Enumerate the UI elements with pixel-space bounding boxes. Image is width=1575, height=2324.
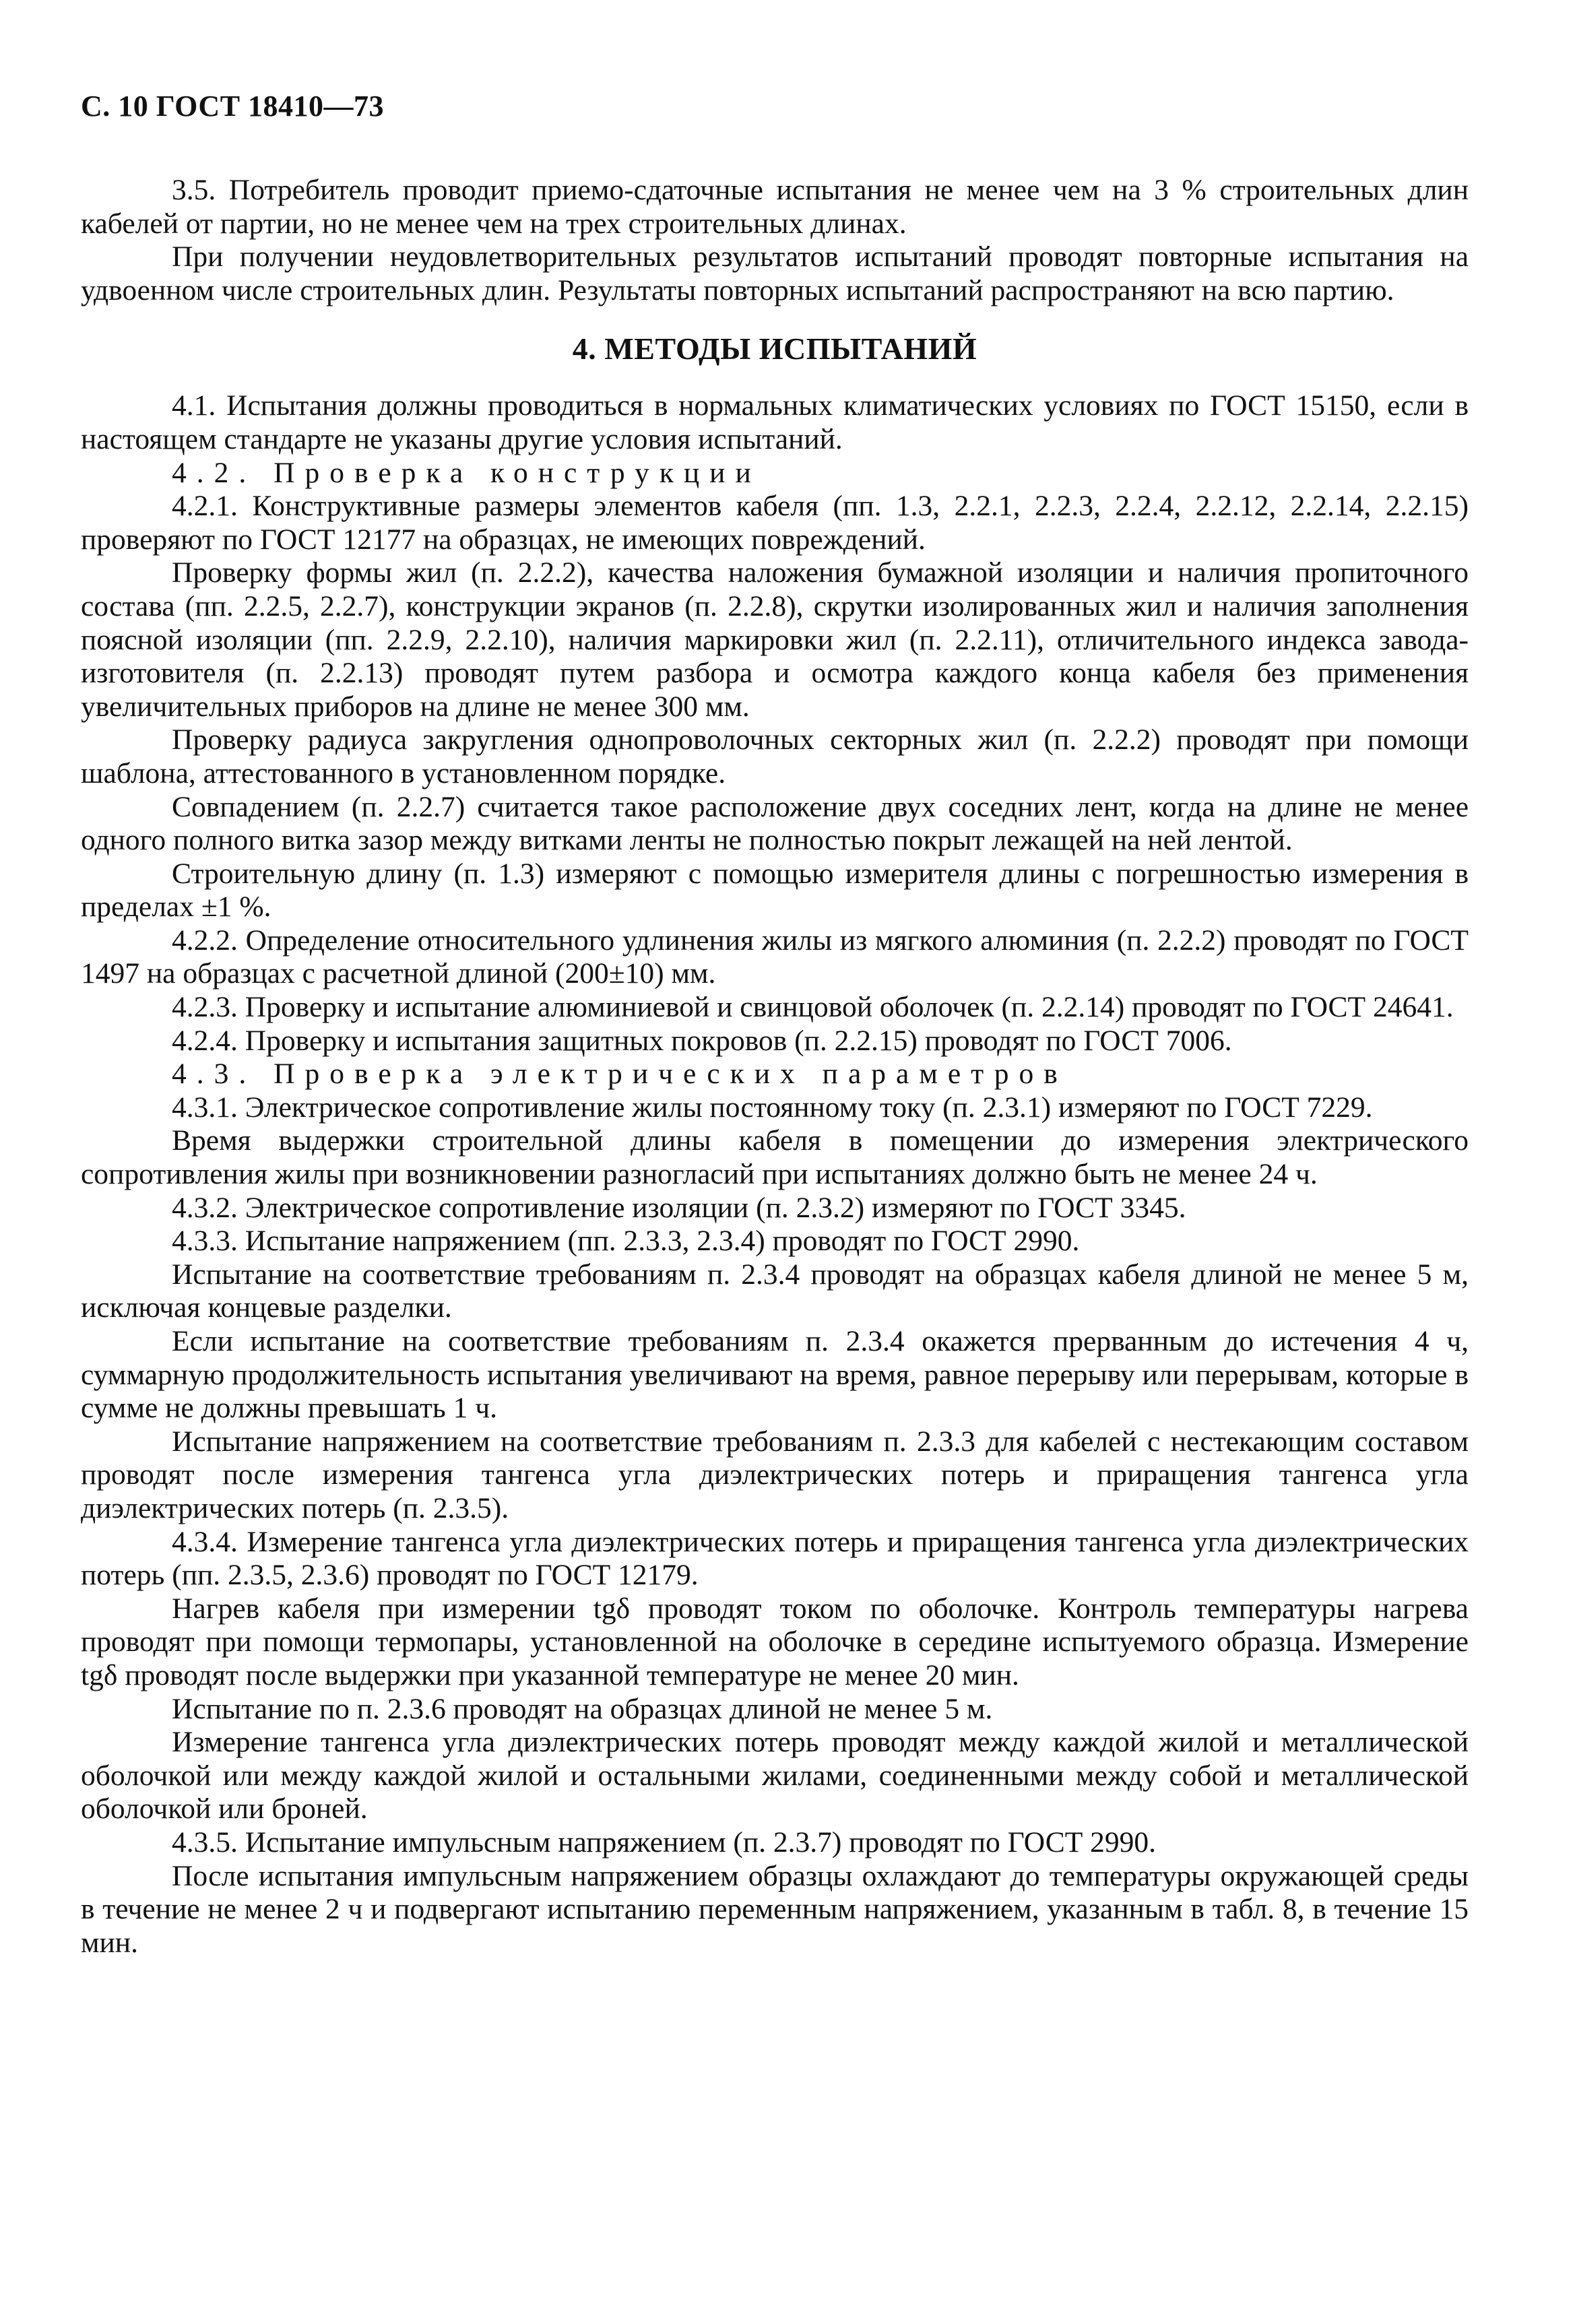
paragraph: Строительную длину (п. 1.3) измеряют с помощью измерителя длины с погрешностью измерения в пределах ±1 %.: [81, 857, 1469, 924]
paragraph: После испытания импульсным напряжением образцы охлаждают до температуры окружающей среды в течение не менее 2 ч и подвергают испытанию переменным напряжением, указанным в табл. 8, в течение 15 мин.: [81, 1859, 1469, 1959]
paragraph: При получении неудовлетворительных результатов испытаний проводят повторные испытания на удвоенном числе строительных длин. Результаты повторных испытаний распространяют на всю партию.: [81, 240, 1469, 306]
paragraph: Совпадением (п. 2.2.7) считается такое расположение двух соседних лент, когда на длине не менее одного полного витка зазор между витками ленты не полностью покрыт лежащей на ней лентой.: [81, 790, 1469, 857]
paragraph: Проверку формы жил (п. 2.2.2), качества наложения бумажной изоляции и наличия пропиточного состава (пп. 2.2.5, 2.2.7), конструкции экранов (п. 2.2.8), скрутки изолированных жил и наличия заполнения поясной изоляции (пп. 2.2.9, 2.2.10), наличия маркировки жил (п. 2.2.11), отличительного индекса завода-изготовителя (п. 2.2.13) проводят путем разбора и осмотра каждого конца кабеля без применения увеличительных приборов на длине не менее 300 мм.: [81, 556, 1469, 723]
paragraph: 4.2.4. Проверку и испытания защитных покровов (п. 2.2.15) проводят по ГОСТ 7006.: [172, 1024, 1232, 1057]
paragraph: 4.2.2. Определение относительного удлинения жилы из мягкого алюминия (п. 2.2.2) проводят по ГОСТ 1497 на образцах с расчетной длиной (200±10) мм.: [81, 924, 1469, 990]
paragraph: 4.2.3. Проверку и испытание алюминиевой и свинцовой оболочек (п. 2.2.14) проводят по ГОСТ 24641.: [172, 991, 1454, 1024]
subsection-heading: 4.2. Проверка конструкции: [172, 456, 761, 489]
paragraph: Нагрев кабеля при измерении tgδ проводят током по оболочке. Контроль температуры нагрева проводят при помощи термопары, установленной на оболочке в середине испытуемого образца. Измерение tgδ проводят после выдержки при указанной температуре не менее 20 мин.: [81, 1592, 1469, 1691]
paragraph: Испытание по п. 2.3.6 проводят на образцах длиной не менее 5 м.: [172, 1692, 993, 1725]
document-body: [81, 174, 1469, 1960]
paragraph: 4.3.3. Испытание напряжением (пп. 2.3.3, 2.3.4) проводят по ГОСТ 2990.: [172, 1225, 1080, 1258]
paragraph: Испытание напряжением на соответствие требованиям п. 2.3.3 для кабелей с нестекающим составом проводят после измерения тангенса угла диэлектрических потерь и приращения тангенса угла диэлектрических потерь (п. 2.3.5).: [81, 1425, 1469, 1524]
subsection-heading: 4.3. Проверка электрических параметров: [172, 1058, 1068, 1091]
paragraph: 4.3.1. Электрическое сопротивление жилы постоянному току (п. 2.3.1) измеряют по ГОСТ 7229.: [172, 1091, 1373, 1124]
paragraph: 4.1. Испытания должны проводиться в нормальных климатических условиях по ГОСТ 15150, если в настоящем стандарте не указаны другие условия испытаний.: [81, 389, 1469, 455]
paragraph: 3.5. Потребитель проводит приемо-сдаточные испытания не менее чем на 3 % строительных длин кабелей от партии, но не менее чем на трех строительных длинах.: [81, 174, 1469, 240]
paragraph: 4.2.1. Конструктивные размеры элементов кабеля (пп. 1.3, 2.2.1, 2.2.3, 2.2.4, 2.2.12, 2.2.14, 2.2.15) проверяют по ГОСТ 12177 на образцах, не имеющих повреждений.: [81, 490, 1469, 556]
paragraph: Если испытание на соответствие требованиям п. 2.3.4 окажется прерванным до истечения 4 ч, суммарную продолжительность испытания увеличивают на время, равное перерыву или перерывам, которые в сумме не должны превышать 1 ч.: [81, 1325, 1469, 1425]
page-header: С. 10 ГОСТ 18410—73: [81, 90, 385, 123]
paragraph: 4.3.5. Испытание импульсным напряжением (п. 2.3.7) проводят по ГОСТ 2990.: [172, 1826, 1157, 1859]
paragraph: Проверку радиуса закругления однопроволочных секторных жил (п. 2.2.2) проводят при помощи шаблона, аттестованного в установленном порядке.: [81, 723, 1469, 789]
paragraph: 4.3.2. Электрическое сопротивление изоляции (п. 2.3.2) измеряют по ГОСТ 3345.: [172, 1191, 1186, 1224]
paragraph: Время выдержки строительной длины кабеля в помещении до измерения электрического сопротивления жилы при возникновении разногласий при испытаниях должно быть не менее 24 ч.: [81, 1124, 1469, 1191]
paragraph: 4.3.4. Измерение тангенса угла диэлектрических потерь и приращения тангенса угла диэлектрических потерь (пп. 2.3.5, 2.3.6) проводят по ГОСТ 12179.: [81, 1525, 1469, 1592]
paragraph: Измерение тангенса угла диэлектрических потерь проводят между каждой жилой и металлической оболочкой или между каждой жилой и остальными жилами, соединенными между собой и металлической оболочкой или броней.: [81, 1726, 1469, 1826]
section-title: 4. МЕТОДЫ ИСПЫТАНИЙ: [572, 331, 977, 366]
paragraph: Испытание на соответствие требованиям п. 2.3.4 проводят на образцах кабеля длиной не менее 5 м, исключая концевые разделки.: [81, 1258, 1469, 1324]
